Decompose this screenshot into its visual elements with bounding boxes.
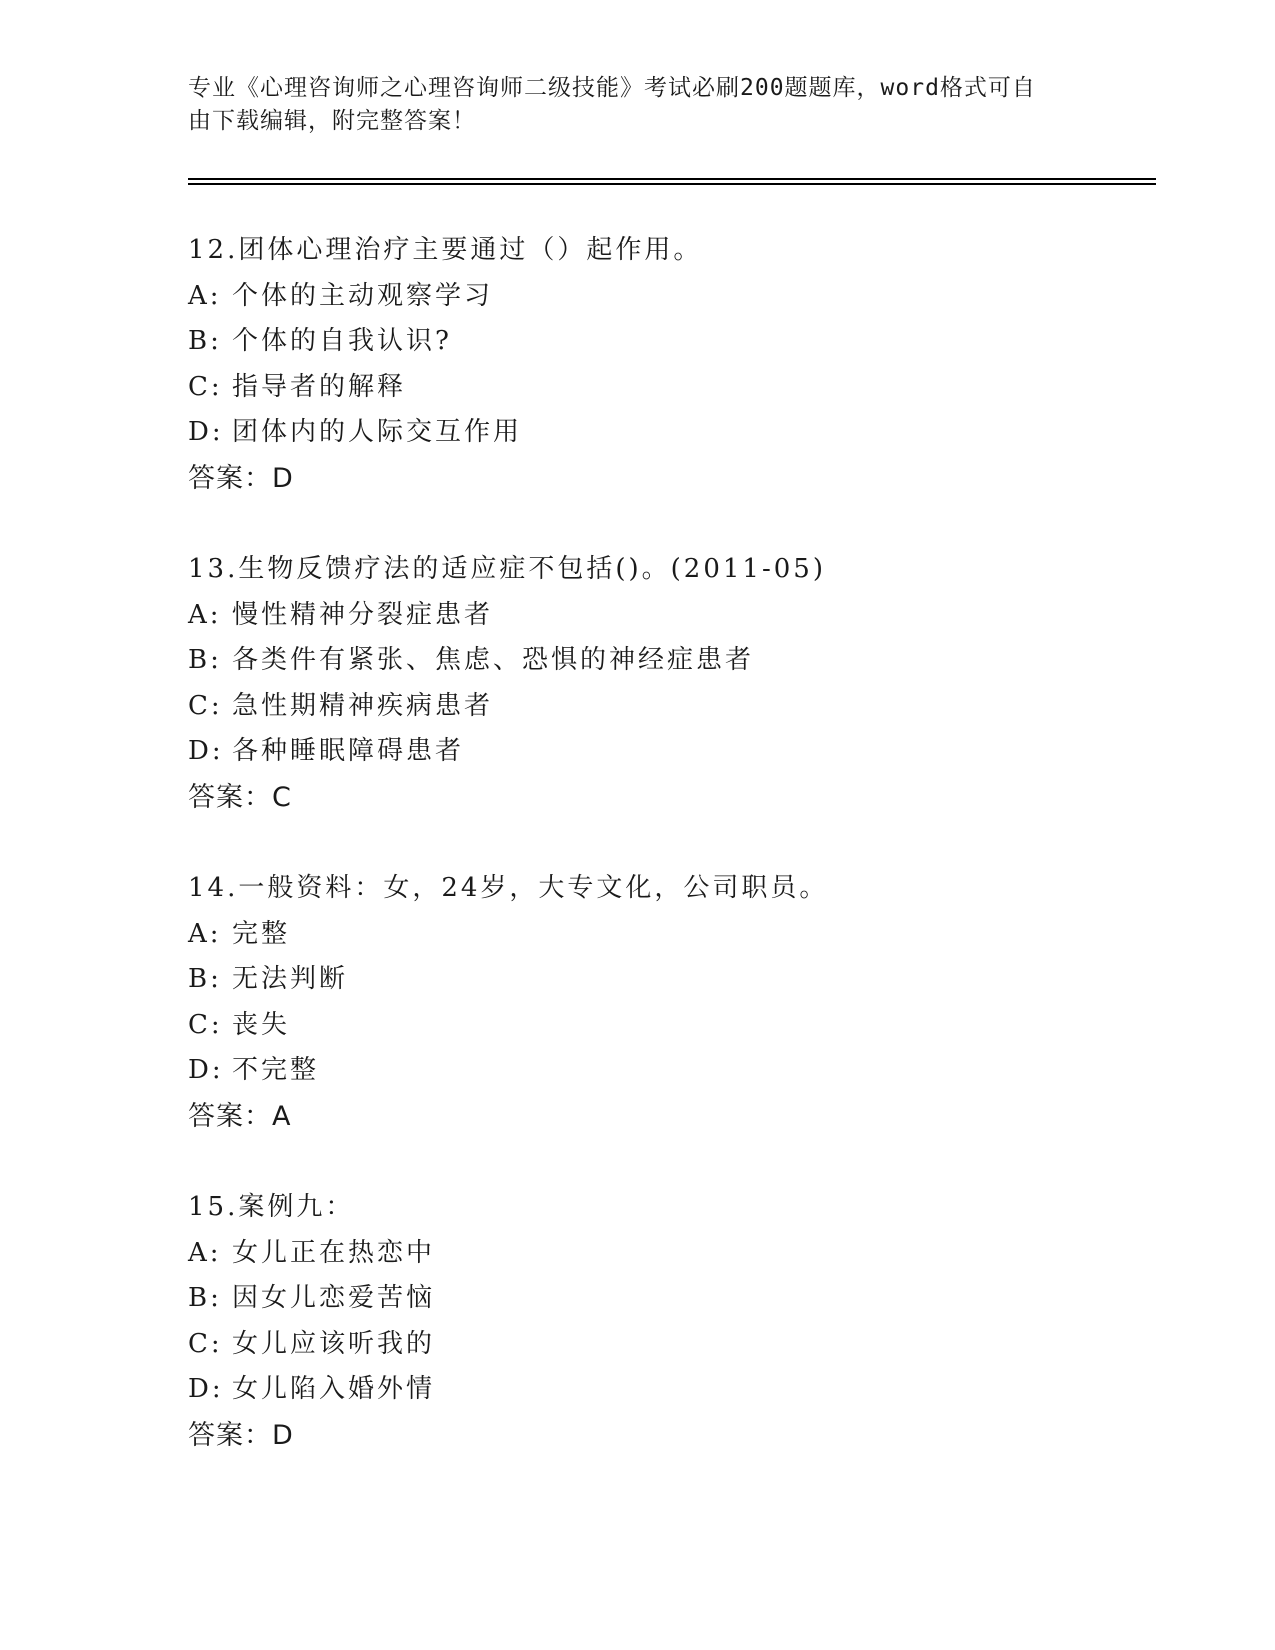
question-stem: 13.生物反馈疗法的适应症不包括()。(2011-05) [188,554,826,584]
option-c [188,1322,1148,1368]
option-letter: D: [188,1055,224,1085]
document-intro [188,72,1068,138]
option-text: 个体的主动观察学习 [232,280,494,311]
option-letter: C: [188,371,223,402]
intro-line-2: 由下载编辑，附完整答案！ [188,108,476,134]
option-letter: B: [188,326,222,356]
option-letter: C: [188,1009,223,1040]
option-text: 指导者的解释 [232,371,407,402]
answer-line: 答案：D [188,462,294,494]
option-letter: D: [188,417,224,447]
option-text: 因女儿恋爱苦恼 [232,1283,436,1313]
question-item [188,1185,1148,1458]
option-b [188,638,1148,684]
option-text: 不完整 [232,1055,320,1085]
option-b [188,957,1148,1003]
answer-line: 答案：C [188,781,292,813]
header-divider-top [188,178,1156,180]
option-text: 团体内的人际交互作用 [232,417,523,447]
option-letter: A: [188,599,222,630]
option-text: 各类件有紧张、焦虑、恐惧的神经症患者 [232,645,755,675]
option-letter: D: [188,736,224,766]
option-letter: B: [188,645,222,675]
question-list [188,228,1148,1504]
option-letter: A: [188,280,222,311]
option-a [188,274,1148,320]
answer-line: 答案：A [188,1100,292,1132]
option-text: 丧失 [232,1009,291,1040]
option-text: 各种睡眠障碍患者 [232,736,465,766]
option-c [188,365,1148,411]
option-letter: A: [188,1237,222,1268]
option-letter: C: [188,690,223,721]
option-a [188,912,1148,958]
option-letter: A: [188,918,222,949]
option-c [188,1003,1148,1049]
answer-line: 答案：D [188,1419,294,1451]
option-text: 个体的自我认识? [232,326,452,356]
intro-line-1: 专业《心理咨询师之心理咨询师二级技能》考试必刷200题题库，word格式可自 [188,75,1036,101]
question-stem: 15.案例九： [188,1192,355,1222]
question-item [188,228,1148,501]
option-text: 女儿陷入婚外情 [232,1374,436,1404]
option-letter: D: [188,1374,224,1404]
option-d [188,1048,1148,1094]
question-item [188,866,1148,1139]
header-divider-bottom [188,183,1156,185]
option-text: 女儿应该听我的 [232,1328,436,1359]
option-letter: B: [188,964,222,994]
option-text: 女儿正在热恋中 [232,1237,436,1268]
option-b [188,1276,1148,1322]
option-text: 完整 [232,918,291,949]
option-d [188,410,1148,456]
question-stem: 12.团体心理治疗主要通过（）起作用。 [188,235,703,265]
option-letter: C: [188,1328,223,1359]
question-item [188,547,1148,820]
option-letter: B: [188,1283,222,1313]
option-d [188,1367,1148,1413]
option-a [188,1231,1148,1277]
option-d [188,729,1148,775]
option-a [188,593,1148,639]
option-b [188,319,1148,365]
option-text: 无法判断 [232,964,349,994]
option-text: 慢性精神分裂症患者 [232,599,494,630]
question-stem: 14.一般资料：女，24岁，大专文化，公司职员。 [188,873,829,903]
option-c [188,684,1148,730]
option-text: 急性期精神疾病患者 [232,690,494,721]
